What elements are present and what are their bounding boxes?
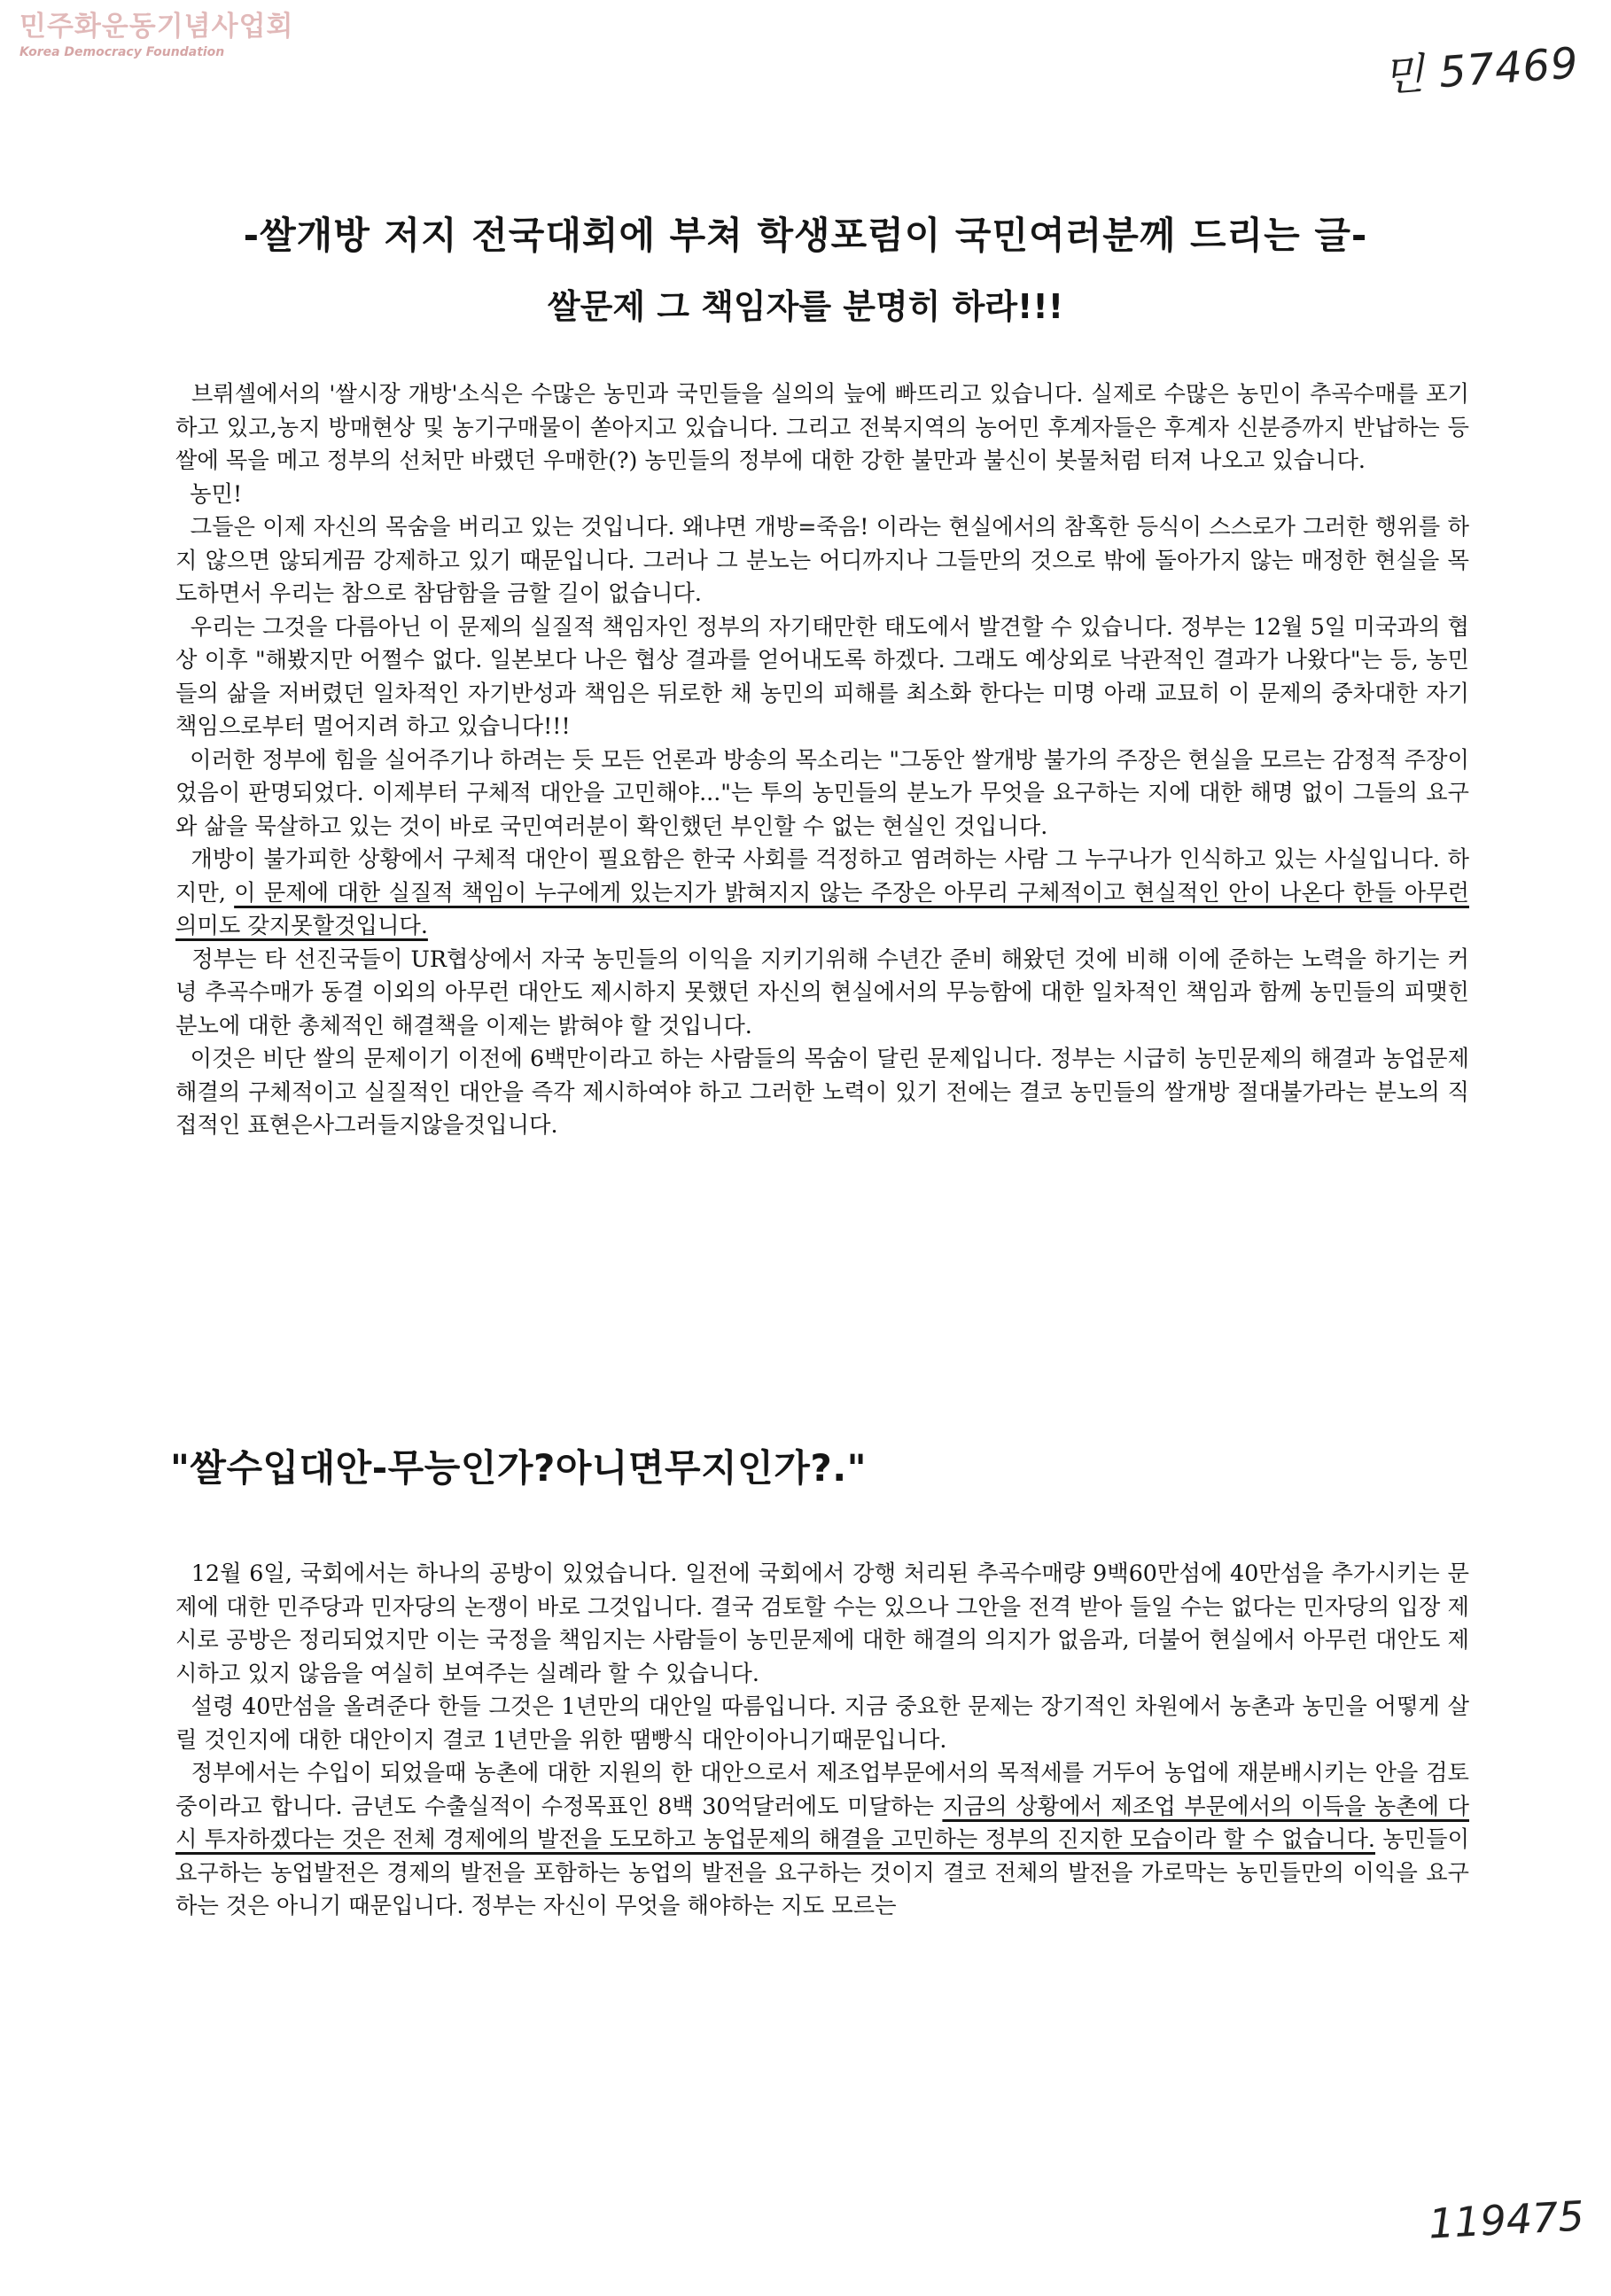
paragraph: 이러한 정부에 힘을 실어주기나 하려는 듯 모든 언론과 방송의 목소리는 "그동안 쌀개방 불가의 주장은 현실을 모르는 감정적 주장이었음이 판명되었다. 이제부터 구체적 대안을 고민해야..."는 투의 농민들의 분노가 무엇을 요구하는 지에 대한 해명 없이 그들의 요구와 삶을 묵살하고 있는 것이 바로 국민여러분이 확인했던 부인할 수 없는 현실인 것입니다.	[175, 746, 1469, 839]
handwritten-archive-number: 민 57469	[1381, 38, 1581, 102]
underlined-emphasis: 이 문제에 대한 실질적 책임이 누구에게 있는지가 밝혀지지 않는 주장은 아무리 구체적이고 현실적인 안이 나온다 한들 아무런 의미도 갖지못할것입니다.	[175, 879, 1469, 938]
paragraph: 이것은 비단 쌀의 문제이기 이전에 6백만이라고 하는 사람들의 목숨이 달린 문제입니다. 정부는 시급히 농민문제의 해결과 농업문제 해결의 구체적이고 실질적인 대안을 즉각 제시하여야 하고 그러한 노력이 있기 전에는 결코 농민들의 쌀개방 절대불가라는 분노의 직접적인 표현은사그러들지않을것입니다.	[175, 1046, 1469, 1138]
paragraph: 개방이 불가피한 상황에서 구체적 대안이 필요함은 한국 사회를 걱정하고 염려하는 사람 그 누구나가 인식하고 있는 사실입니다. 하지만, 이 문제에 대한 실질적 책임이 누구에게 있는지가 밝혀지지 않는 주장은 아무리 구체적이고 현실적인 안이 나온다 한들 아무런 의미도 갖지못할것입니다.	[175, 846, 1469, 938]
paragraph: 우리는 그것을 다름아닌 이 문제의 실질적 책임자인 정부의 자기태만한 태도에서 발견할 수 있습니다. 정부는 12월 5일 미국과의 협상 이후 "해봤지만 어쩔수 없다. 일본보다 나은 협상 결과를 얻어내도록 하겠다. 그래도 예상외로 낙관적인 결과가 나왔다"는 등, 농민들의 삶을 저버렸던 일차적인 자기반성과 책임은 뒤로한 채 농민의 피해를 최소화 한다는 미명 아래 교묘히 이 문제의 중차대한 자기 책임으로부터 멀어지려 하고 있습니다!!!	[175, 613, 1469, 739]
paragraph: 브뤼셀에서의 '쌀시장 개방'소식은 수많은 농민과 국민들을 실의의 늪에 빠뜨리고 있습니다. 실제로 수많은 농민이 추곡수매를 포기하고 있고,농지 방매현상 및 농기구매물이 쏟아지고 있습니다. 그리고 전북지역의 농어민 후계자들은 후계자 신분증까지 반납하는 등 쌀에 목을 메고 정부의 선처만 바랬던 우매한(?) 농민들의 정부에 대한 강한 불만과 불신이 봇물처럼 터져 나오고 있습니다.	[175, 381, 1469, 473]
underlined-emphasis: 지금의 상황에서 제조업 부문에서의 이득을 농촌에 다시 투자하겠다는 것은 전체 경제에의 발전을 도모하고 농업문제의 해결을 고민하는 정부의 진지한 모습이라 할 수 없습니다.	[175, 1793, 1469, 1852]
handwritten-page-number: 119475	[1427, 2191, 1585, 2248]
section-2-heading: "쌀수입대안-무능인가?아니면무지인가?."	[170, 1446, 868, 1490]
paragraph: 그들은 이제 자신의 목숨을 버리고 있는 것입니다. 왜냐면 개방=죽음! 이라는 현실에서의 참혹한 등식이 스스로가 그러한 행위를 하지 않으면 않되게끔 강제하고 있기 때문입니다. 그러나 그 분노는 어디까지나 그들만의 것으로 밖에 돌아가지 않는 매정한 현실을 목도하면서 우리는 참으로 참담함을 금할 길이 없습니다.	[175, 514, 1469, 606]
section-1-body	[175, 377, 1469, 1142]
section-2-body	[175, 1557, 1469, 1923]
watermark-english: Korea Democracy Foundation	[19, 45, 225, 59]
paragraph: 정부에서는 수입이 되었을때 농촌에 대한 지원의 한 대안으로서 제조업부문에서의 목적세를 거두어 농업에 재분배시키는 안을 검토중이라고 합니다. 금년도 수출실적이 수정목표인 8백 30억달러에도 미달하는 지금의 상황에서 제조업 부문에서의 이득을 농촌에 다시 투자하겠다는 것은 전체 경제에의 발전을 도모하고 농업문제의 해결을 고민하는 정부의 진지한 모습이라 할 수 없습니다. 농민들이 요구하는 농업발전은 경제의 발전을 포함하는 농업의 발전을 요구하는 것이지 결코 전체의 발전을 가로막는 농민들만의 이익을 요구하는 것은 아니기 때문입니다. 정부는 자신이 무엇을 해야하는 지도 모르는	[175, 1760, 1470, 1919]
document-title-line-2: 쌀문제 그 책임자를 분명히 하라!!!	[547, 287, 1064, 326]
paragraph: 농민!	[190, 480, 243, 507]
foundation-watermark	[19, 11, 293, 60]
document-title-line-1: -쌀개방 저지 전국대회에 부쳐 학생포럼이 국민여러분께 드리는 글-	[243, 214, 1368, 257]
watermark-korean: 민주화운동기념사업회	[19, 11, 294, 43]
paragraph: 12월 6일, 국회에서는 하나의 공방이 있었습니다. 일전에 국회에서 강행 처리된 추곡수매량 9백60만섬에 40만섬을 추가시키는 문제에 대한 민주당과 민자당의 논쟁이 바로 그것입니다. 결국 검토할 수는 있으나 그안을 전격 받아 들일 수는 없다는 민자당의 입장 제시로 공방은 정리되었지만 이는 국정을 책임지는 사람들이 농민문제에 대한 해결의 의지가 없음과, 더불어 현실에서 아무런 대안도 제시하고 있지 않음을 여실히 보여주는 실례라 할 수 있습니다.	[175, 1561, 1469, 1686]
paragraph: 설령 40만섬을 올려준다 한들 그것은 1년만의 대안일 따름입니다. 지금 중요한 문제는 장기적인 차원에서 농촌과 농민을 어떻게 살릴 것인지에 대한 대안이지 결코 1년만을 위한 땜빵식 대안이아니기때문입니다.	[175, 1693, 1469, 1753]
paragraph: 정부는 타 선진국들이 UR협상에서 자국 농민들의 이익을 지키기위해 수년간 준비 해왔던 것에 비해 이에 준하는 노력을 하기는 커녕 추곡수매가 동결 이외의 아무런 대안도 제시하지 못했던 자신의 현실에서의 무능함에 대한 일차적인 책임과 함께 농민들의 피맺힌 분노에 대한 총체적인 해결책을 이제는 밝혀야 할 것입니다.	[175, 946, 1469, 1039]
